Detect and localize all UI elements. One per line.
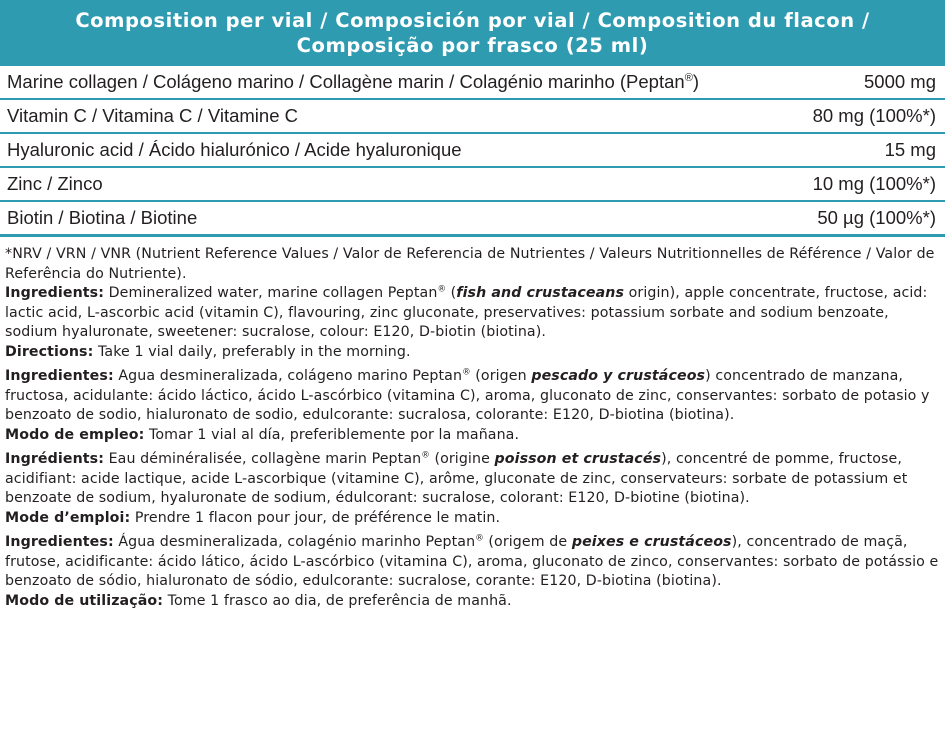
nutrient-amount: 80 mg (100%*) xyxy=(790,99,945,133)
directions-fr: Mode d’emploi: Prendre 1 flacon pour jour, de préférence le matin. xyxy=(5,509,501,526)
registered-mark: ® xyxy=(475,533,484,544)
table-row xyxy=(0,133,945,167)
ingredients-es: Ingredientes: Agua desmineralizada, colágeno marino Peptan® (origen pescado y crustáceos) concentrado de manzana, fructosa, acidulante: ácido láctico, ácido L-ascórbico (vitamina C), aroma, gluconato de zinc, conservantes: sorbato de potasio y benzoato de sodio, hialuronato de sodio, edulcorante: sucralosa, colorante: E120, D-biotina (biotina). xyxy=(5,367,930,423)
label-notes xyxy=(0,237,945,611)
allergen-origin: pescado y crustáceos xyxy=(531,368,706,384)
nutrient-name: Hyaluronic acid / Ácido hialurónico / Acide hyaluronique xyxy=(0,133,790,167)
ingredients-label: Ingredientes: xyxy=(5,534,114,550)
header-title-line-2: Composição por frasco (25 ml) xyxy=(296,34,649,57)
directions-es: Modo de empleo: Tomar 1 vial al día, preferiblemente por la mañana. xyxy=(5,426,520,443)
composition-table xyxy=(0,66,945,237)
ingredients-label: Ingredientes: xyxy=(5,368,114,384)
nutrient-name: Zinc / Zinco xyxy=(0,167,790,201)
ingredients-en: Ingredients: Demineralized water, marine collagen Peptan® (fish and crustaceans origin), apple concentrate, fructose, acid: lactic acid, L-ascorbic acid (vitamin C), flavouring, zinc gluconate, preservatives: potassium sorbate and sodium benzoate, sodium hyaluronate, sweetener: sucralose, colour: E120, D-biotin (biotina). xyxy=(5,284,928,340)
table-row xyxy=(0,201,945,236)
directions-label: Modo de utilização: xyxy=(5,592,164,609)
nutrient-amount: 15 mg xyxy=(790,133,945,167)
composition-header xyxy=(0,0,945,66)
nutrient-amount: 5000 mg xyxy=(790,66,945,99)
directions-label: Directions: xyxy=(5,343,94,360)
registered-mark: ® xyxy=(684,71,693,84)
directions-label: Mode d’emploi: xyxy=(5,509,131,526)
nutrient-amount: 10 mg (100%*) xyxy=(790,167,945,201)
table-row xyxy=(0,167,945,201)
ingredients-pt: Ingredientes: Água desmineralizada, colagénio marinho Peptan® (origem de peixes e crustáceos), concentrado de maçã, frutose, acidificante: ácido lático, ácido L-ascórbico (vitamina C), aroma, gluconato de zinco, conservantes: sorbato de potássio e benzoato de sódio, hialuronato de sódio, edulcorante: sucralose, corante: E120, D-biotina (biotina). xyxy=(5,533,939,589)
nutrient-name: Marine collagen / Colágeno marino / Collagène marin / Colagénio marinho (Peptan®) xyxy=(0,66,790,99)
ingredients-label: Ingredients: xyxy=(5,285,104,301)
ingredients-fr: Ingrédients: Eau déminéralisée, collagène marin Peptan® (origine poisson et crustacés), concentré de pomme, fructose, acidifiant: acide lactique, acide L-ascorbique (vitamine C), arôme, gluconate de zinc, conservateurs: sorbate de potassium et benzoate de sodium, hyaluronate de sodium, édulcorant: sucralose, colorant: E120, D-biotine (biotina). xyxy=(5,450,908,506)
nutrient-name: Vitamin C / Vitamina C / Vitamine C xyxy=(0,99,790,133)
allergen-origin: peixes e crustáceos xyxy=(571,534,732,550)
nutrient-name: Biotin / Biotina / Biotine xyxy=(0,201,790,236)
table-row xyxy=(0,99,945,133)
table-row xyxy=(0,66,945,99)
directions-en: Directions: Take 1 vial daily, preferably in the morning. xyxy=(5,343,411,360)
directions-label: Modo de empleo: xyxy=(5,426,145,443)
allergen-origin: fish and crustaceans xyxy=(456,285,625,301)
directions-pt: Modo de utilização: Tome 1 frasco ao dia, de preferência de manhã. xyxy=(5,592,512,609)
ingredients-label: Ingrédients: xyxy=(5,451,104,467)
nutrient-amount: 50 µg (100%*) xyxy=(790,201,945,236)
header-title-line-1: Composition per vial / Composición por vial / Composition du flacon / xyxy=(75,9,870,32)
registered-mark: ® xyxy=(437,284,447,295)
registered-mark: ® xyxy=(462,367,471,378)
registered-mark: ® xyxy=(421,450,430,461)
nrv-footnote: *NRV / VRN / VNR (Nutrient Reference Values / Valor de Referencia de Nutrientes / Valeurs Nutritionnelles de Référence / Valor de Referência do Nutriente). xyxy=(5,246,935,282)
allergen-origin: poisson et crustacés xyxy=(494,451,662,467)
